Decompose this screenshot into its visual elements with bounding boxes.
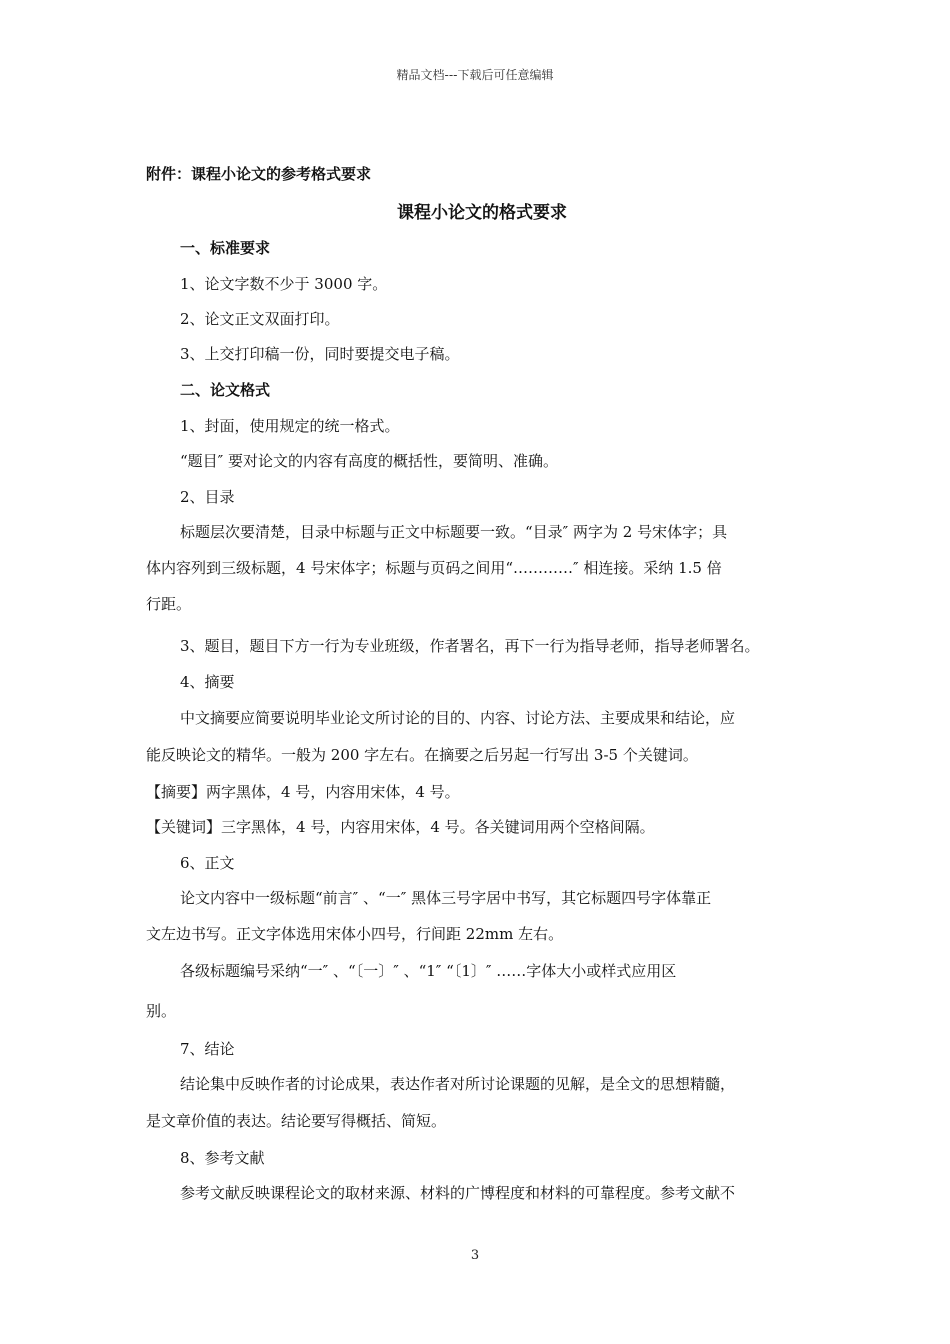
conclusion-heading: 7、结论 — [180, 1040, 235, 1058]
page-number: 3 — [470, 1248, 480, 1263]
page-header: 精品文档---下载后可任意编辑 — [396, 68, 554, 82]
body-heading: 6、正文 — [180, 854, 235, 872]
abstract-heading: 4、摘要 — [180, 673, 235, 691]
standard-item-3: 3、上交打印稿一份，同时要提交电子稿。 — [180, 345, 460, 363]
body-line-2: 文左边书写。正文字体选用宋体小四号，行间距 22mm 左右。 — [146, 925, 564, 943]
standard-item-1: 1、论文字数不少于 3000 字。 — [180, 275, 388, 293]
toc-line-1: 标题层次要清楚，目录中标题与正文中标题要一致。“目录″ 两字为 2 号宋体字；具 — [180, 523, 728, 541]
refs-heading: 8、参考文献 — [180, 1149, 265, 1167]
body-line-4: 别。 — [146, 1002, 177, 1020]
abstract-line-1: 中文摘要应简要说明毕业论文所讨论的目的、内容、讨论方法、主要成果和结论，应 — [180, 709, 736, 727]
body-line-1: 论文内容中一级标题“前言″ 、“一″ 黑体三号字居中书写，其它标题四号字体靠正 — [180, 889, 712, 907]
abstract-format: 【摘要】两字黑体，4 号，内容用宋体，4 号。 — [146, 783, 460, 801]
standard-item-2: 2、论文正文双面打印。 — [180, 310, 340, 328]
cover-text: “题目″ 要对论文的内容有高度的概括性，要简明、准确。 — [180, 452, 559, 470]
attachment-title: 附件：课程小论文的参考格式要求 — [146, 165, 372, 183]
abstract-line-2: 能反映论文的精华。一般为 200 字左右。在摘要之后另起一行写出 3-5 个关键词。 — [146, 746, 698, 764]
toc-line-2: 体内容列到三级标题，4 号宋体字；标题与页码之间用“…………″ 相连接。采纳 1.5 倍 — [146, 559, 722, 577]
section-heading-standard: 一、标准要求 — [180, 239, 271, 257]
conclusion-line-1: 结论集中反映作者的讨论成果，表达作者对所讨论课题的见解，是全文的思想精髓， — [180, 1075, 736, 1093]
document-body — [146, 0, 818, 1344]
title-item: 3、题目，题目下方一行为专业班级，作者署名，再下一行为指导老师，指导老师署名。 — [180, 637, 760, 655]
section-heading-format: 二、论文格式 — [180, 381, 271, 399]
main-title: 课程小论文的格式要求 — [397, 203, 567, 223]
body-line-3: 各级标题编号采纳“一″ 、“〔一〕″ 、“1″ “〔1〕″ ……字体大小或样式应用区 — [180, 962, 677, 980]
conclusion-line-2: 是文章价值的表达。结论要写得概括、简短。 — [146, 1112, 447, 1130]
cover-heading: 1、封面，使用规定的统一格式。 — [180, 417, 400, 435]
toc-line-3: 行距。 — [146, 595, 192, 613]
keywords-format: 【关键词】三字黑体，4 号，内容用宋体，4 号。各关键词用两个空格间隔。 — [146, 818, 655, 836]
toc-heading: 2、目录 — [180, 488, 235, 506]
refs-line-1: 参考文献反映课程论文的取材来源、材料的广博程度和材料的可靠程度。参考文献不 — [180, 1184, 736, 1202]
